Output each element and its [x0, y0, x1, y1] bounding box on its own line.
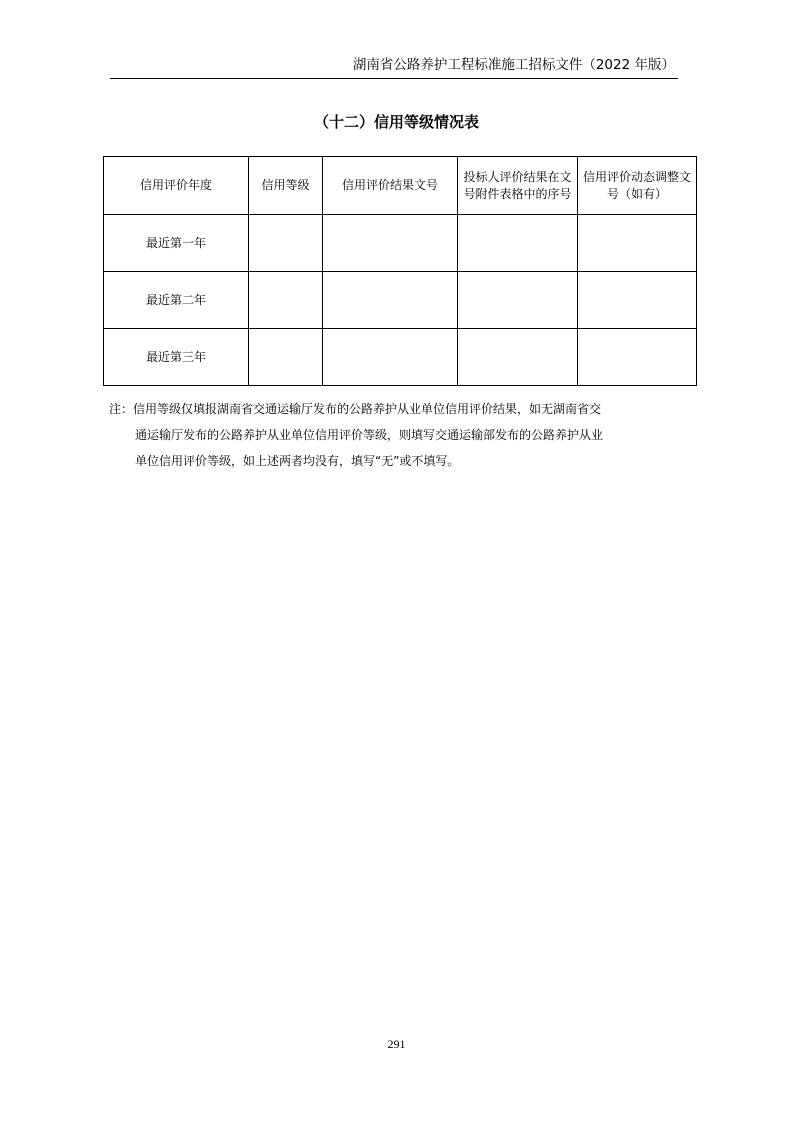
cell-dynamic-adjustment-number	[578, 272, 697, 329]
credit-rating-table	[103, 156, 697, 386]
cell-dynamic-adjustment-number	[578, 215, 697, 272]
table-row	[104, 329, 697, 386]
cell-result-document-number	[323, 329, 458, 386]
header-cell-credit-grade: 信用等级	[249, 157, 323, 215]
table-header-row	[104, 157, 697, 215]
cell-bidder-serial-number	[458, 272, 578, 329]
cell-result-document-number	[323, 272, 458, 329]
cell-credit-grade	[249, 215, 323, 272]
cell-bidder-serial-number	[458, 329, 578, 386]
document-header-title: 湖南省公路养护工程标准施工招标文件（2022 年版）	[352, 57, 675, 73]
header-divider	[110, 78, 678, 79]
row-label-year-2: 最近第二年	[104, 272, 249, 329]
cell-result-document-number	[323, 215, 458, 272]
cell-credit-grade	[249, 329, 323, 386]
header-cell-evaluation-year: 信用评价年度	[104, 157, 249, 215]
cell-dynamic-adjustment-number	[578, 329, 697, 386]
header-cell-bidder-serial-number: 投标人评价结果在文号附件表格中的序号	[458, 157, 578, 215]
header-cell-result-document-number: 信用评价结果文号	[323, 157, 458, 215]
cell-bidder-serial-number	[458, 215, 578, 272]
table-note	[109, 396, 709, 474]
cell-credit-grade	[249, 272, 323, 329]
page-number: 291	[387, 1037, 406, 1051]
table-row	[104, 215, 697, 272]
row-label-year-1: 最近第一年	[104, 215, 249, 272]
note-line: 单位信用评价等级，如上述两者均没有，填写“无”或不填写。	[135, 454, 460, 468]
note-line: 注：信用等级仅填报湖南省交通运输厅发布的公路养护从业单位信用评价结果，如无湖南省交	[109, 402, 602, 416]
header-cell-dynamic-adjustment-number: 信用评价动态调整文号（如有）	[578, 157, 697, 215]
note-line: 通运输厅发布的公路养护从业单位信用评价等级，则填写交通运输部发布的公路养护从业	[135, 428, 604, 442]
table-row	[104, 272, 697, 329]
section-title: （十二）信用等级情况表	[313, 113, 479, 131]
row-label-year-3: 最近第三年	[104, 329, 249, 386]
